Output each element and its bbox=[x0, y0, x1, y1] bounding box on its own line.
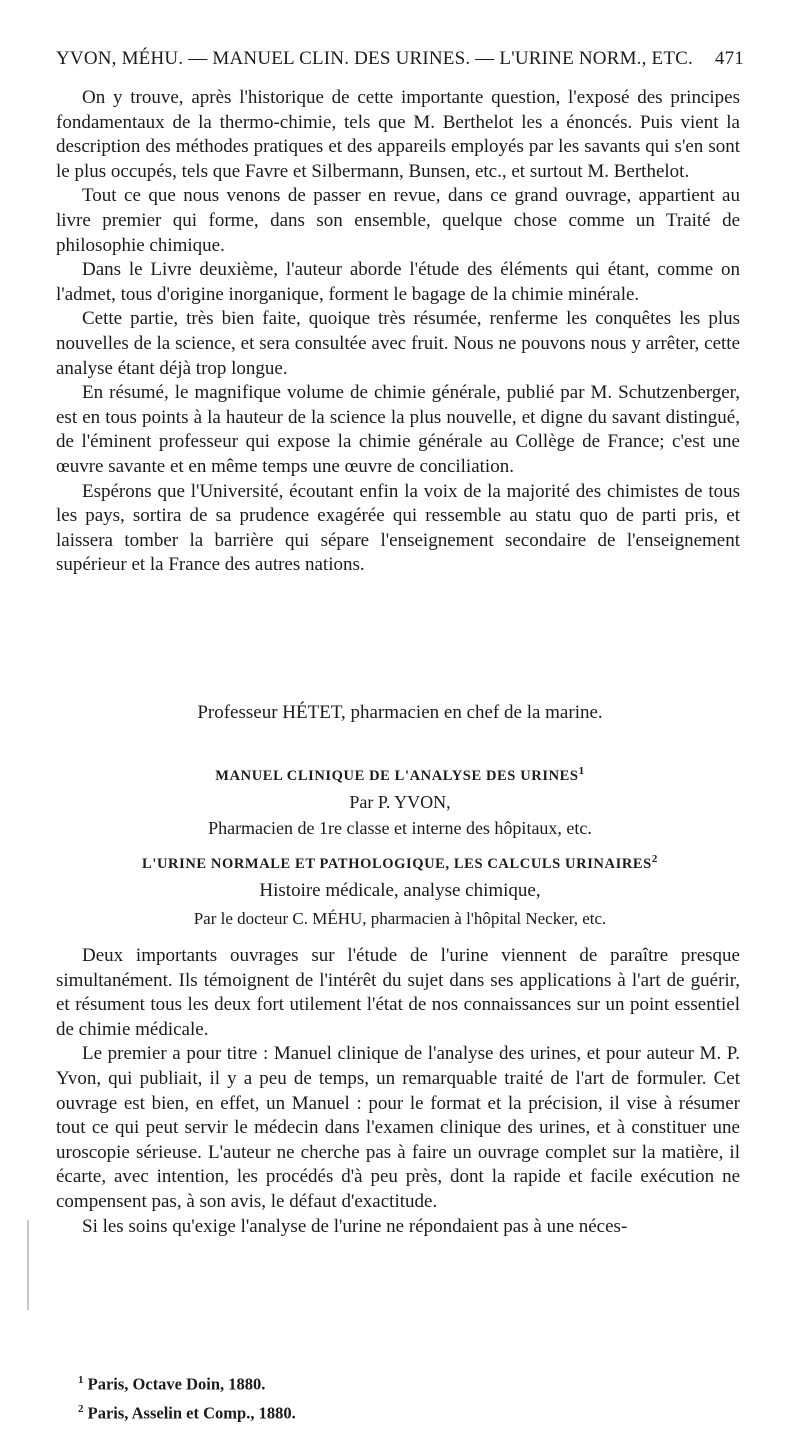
footnote-ref-2: 2 bbox=[651, 853, 658, 865]
footnote-ref-1: 1 bbox=[578, 765, 585, 777]
review-title-2 bbox=[0, 853, 800, 873]
paragraph: Si les soins qu'exige l'analyse de l'urine ne répondaient pas à une néces- bbox=[82, 1215, 628, 1237]
running-header bbox=[56, 48, 744, 70]
page-number: 471 bbox=[714, 48, 744, 69]
page-edge-mark bbox=[27, 1220, 29, 1310]
review-title-1-text: MANUEL CLINIQUE DE L'ANALYSE DES URINES bbox=[215, 767, 579, 784]
paragraph: Deux importants ouvrages sur l'étude de l'urine viennent de paraître presque simultanément. Ils témoignent de l'intérêt du sujet dans ses applications à l'art de guérir, et résument tous les deux fort utilement l'état de nos connaissances sur un point essentiel de chimie médicale. bbox=[56, 945, 740, 1040]
footnote bbox=[78, 1397, 296, 1426]
paragraph: On y trouve, après l'historique de cette importante question, l'exposé des principes fondamentaux de la thermo-chimie, tels que M. Berthelot les a énoncés. Puis vient la description des méthodes pratiques et des appareils employés par les savants qui s'en sont le plus occupés, tels que Favre et Silbermann, Bunsen, etc., et surtout M. Berthelot. bbox=[56, 87, 740, 182]
footnote-mark: 1 bbox=[78, 1374, 84, 1386]
paragraph: Dans le Livre deuxième, l'auteur aborde l'étude des éléments qui étant, comme on l'admet, tous d'origine inorganique, forment le bagage de la chimie minérale. bbox=[56, 259, 740, 305]
signature: Professeur HÉTET, pharmacien en chef de la marine. bbox=[197, 702, 603, 723]
footnotes bbox=[78, 1368, 296, 1425]
review-subtitle: Histoire médicale, analyse chimique, bbox=[259, 880, 541, 901]
paragraph: En résumé, le magnifique volume de chimie générale, publié par M. Schutzenberger, est en tous points à la hauteur de la science la plus nouvelle, et digne du savant distingué, de l'éminent professeur qui expose la chimie générale au Collège de France; c'est une œuvre savante et en même temps une œuvre de conciliation. bbox=[56, 382, 740, 477]
footnote-text: Paris, Asselin et Comp., 1880. bbox=[87, 1403, 296, 1422]
review-title-1 bbox=[0, 765, 800, 785]
paragraph: Tout ce que nous venons de passer en revue, dans ce grand ouvrage, appartient au livre premier qui forme, dans son ensemble, quelque chose comme un Traité de philosophie chimique. bbox=[56, 185, 740, 256]
review-title-2-text: L'URINE NORMALE ET PATHOLOGIQUE, LES CALCULS URINAIRES bbox=[142, 855, 652, 872]
paragraph: Espérons que l'Université, écoutant enfin la voix de la majorité des chimistes de tous les pays, sortira de sa prudence exagérée qui ressemble au statu quo de parti pris, et laissera tomber la barrière qui sépare l'enseignement secondaire de l'enseignement supérieur et la France des autres nations. bbox=[56, 480, 740, 576]
footnote-mark: 2 bbox=[78, 1402, 84, 1415]
footnote bbox=[78, 1368, 296, 1397]
text-block-top bbox=[56, 86, 740, 578]
paragraph: Cette partie, très bien faite, quoique très résumée, renferme les conquêtes les plus nouvelles de la science, et sera consultée avec fruit. Nous ne pouvons nous y arrêter, cette analyse étant déjà trop longue. bbox=[56, 308, 740, 379]
running-title: YVON, MÉHU. — MANUEL CLIN. DES URINES. — L'URINE NORM., ETC. bbox=[56, 48, 693, 69]
footnote-text: Paris, Octave Doin, 1880. bbox=[87, 1374, 266, 1394]
review-author-mehu: Par le docteur C. MÉHU, pharmacien à l'hôpital Necker, etc. bbox=[193, 909, 607, 928]
text-block-bottom bbox=[56, 944, 740, 1239]
paragraph: Le premier a pour titre : Manuel clinique de l'analyse des urines, et pour auteur M. P. Yvon, qui publiait, il y a peu de temps, un remarquable traité de l'art de formuler. Cet ouvrage est bien, en effet, un Manuel : pour le format et la précision, il vise à résumer tout ce qui peut servir le médecin dans l'examen clinique des urines, et à constituer une uroscopie sérieuse. L'auteur ne cherche pas à faire un ouvrage complet sur la matière, il écarte, avec intention, les procédés d'à peu près, dont la rapide et facile exécution ne compensent pas, à son avis, le défaut d'exactitude. bbox=[56, 1043, 740, 1212]
review-author-yvon: Par P. YVON, bbox=[349, 792, 451, 812]
review-author-role: Pharmacien de 1re classe et interne des hôpitaux, etc. bbox=[208, 818, 592, 838]
